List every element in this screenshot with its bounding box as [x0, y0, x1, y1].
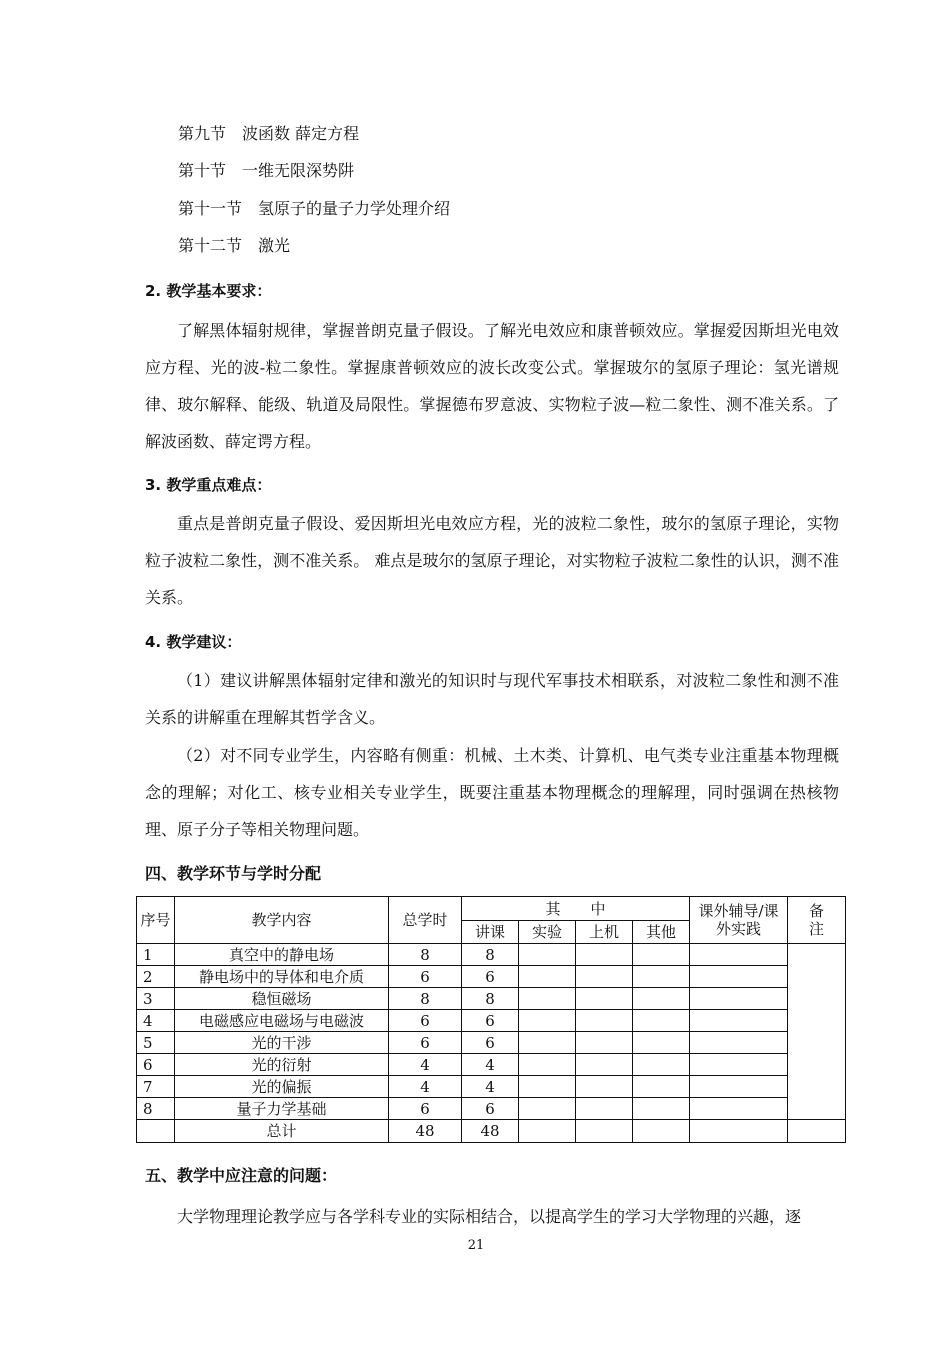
row-computer [576, 1076, 633, 1098]
row-computer [576, 944, 633, 966]
header-note: 备注 [788, 897, 846, 944]
section-line-12: 第十二节 激光 [178, 236, 291, 255]
table-row-total [137, 1120, 846, 1143]
row-content: 光的偏振 [175, 1076, 389, 1098]
row-content: 真空中的静电场 [175, 944, 389, 966]
row-computer [576, 988, 633, 1010]
header-among: 其 中 [462, 897, 690, 921]
header-extracurricular: 课外辅导/课外实践 [690, 897, 788, 944]
row-total: 6 [389, 966, 462, 988]
heading-notes: 五、教学中应注意的问题： [145, 1166, 338, 1185]
row-extra [690, 988, 788, 1010]
header-content: 教学内容 [175, 897, 389, 944]
heading-key-points: 3. 教学重点难点： [145, 476, 272, 494]
total-lab [519, 1120, 576, 1143]
total-note [788, 1120, 846, 1143]
header-total-hours: 总学时 [389, 897, 462, 944]
row-other [633, 966, 690, 988]
row-lab [519, 1054, 576, 1076]
row-content: 光的衍射 [175, 1054, 389, 1076]
section-line-9: 第九节 波函数 薛定方程 [178, 124, 360, 143]
header-other: 其他 [633, 921, 690, 944]
row-total: 4 [389, 1076, 462, 1098]
table-row [137, 1076, 846, 1098]
row-extra [690, 1076, 788, 1098]
total-lecture: 48 [462, 1120, 519, 1143]
hours-table-wrapper [136, 896, 846, 1143]
row-no: 6 [137, 1054, 175, 1076]
row-computer [576, 1098, 633, 1120]
total-no [137, 1120, 175, 1143]
paragraph-key-points: 重点是普朗克量子假设、爱因斯坦光电效应方程，光的波粒二象性，玻尔的氢原子理论，实物粒子波粒二象性，测不准关系。 难点是玻尔的氢原子理论，对实物粒子波粒二象性的认识，测不准关系。 [145, 514, 839, 607]
paragraph-suggestion-2: （2）对不同专业学生，内容略有侧重：机械、土木类、计算机、电气类专业注重基本物理概念的理解；对化工、核专业相关专业学生，既要注重基本物理概念的理解理，同时强调在热核物理、原子分子等相关物理问题。 [145, 746, 839, 839]
row-lecture: 6 [462, 966, 519, 988]
total-other [633, 1120, 690, 1143]
row-computer [576, 1032, 633, 1054]
row-computer [576, 1010, 633, 1032]
header-lab: 实验 [519, 921, 576, 944]
row-lab [519, 1098, 576, 1120]
row-extra [690, 966, 788, 988]
table-row [137, 944, 846, 966]
row-lab [519, 1032, 576, 1054]
row-lecture: 8 [462, 944, 519, 966]
heading-suggestions: 4. 教学建议： [145, 633, 242, 651]
row-lecture: 6 [462, 1098, 519, 1120]
row-content: 稳恒磁场 [175, 988, 389, 1010]
table-row [137, 966, 846, 988]
row-content: 电磁感应电磁场与电磁波 [175, 1010, 389, 1032]
row-lecture: 6 [462, 1010, 519, 1032]
row-lecture: 4 [462, 1054, 519, 1076]
paragraph-basic-requirements: 了解黑体辐射规律，掌握普朗克量子假设。了解光电效应和康普顿效应。掌握爱因斯坦光电效应方程、光的波-粒二象性。掌握康普顿效应的波长改变公式。掌握玻尔的氢原子理论：氢光谱规律、玻尔解释、能级、轨道及局限性。掌握德布罗意波、实物粒子波—粒二象性、测不准关系。了解波函数、薛定谔方程。 [145, 321, 839, 451]
row-other [633, 1098, 690, 1120]
section-line-10: 第十节 一维无限深势阱 [178, 161, 355, 180]
row-total: 6 [389, 1098, 462, 1120]
row-content: 光的干涉 [175, 1032, 389, 1054]
row-content: 量子力学基础 [175, 1098, 389, 1120]
paragraph-notes: 大学物理理论教学应与各学科专业的实际相结合，以提高学生的学习大学物理的兴趣，逐 [177, 1207, 802, 1226]
total-computer [576, 1120, 633, 1143]
row-total: 6 [389, 1032, 462, 1054]
total-label: 总计 [175, 1120, 389, 1143]
row-computer [576, 966, 633, 988]
row-total: 8 [389, 988, 462, 1010]
table-row [137, 1054, 846, 1076]
heading-hours-allocation: 四、教学环节与学时分配 [145, 864, 322, 883]
row-no: 4 [137, 1010, 175, 1032]
row-extra [690, 1098, 788, 1120]
table-row [137, 1010, 846, 1032]
row-extra [690, 1032, 788, 1054]
row-lab [519, 944, 576, 966]
heading-basic-requirements: 2. 教学基本要求： [145, 282, 272, 300]
row-extra [690, 944, 788, 966]
row-lab [519, 1076, 576, 1098]
row-lab [519, 988, 576, 1010]
row-other [633, 1054, 690, 1076]
row-lab [519, 966, 576, 988]
row-lecture: 8 [462, 988, 519, 1010]
row-content: 静电场中的导体和电介质 [175, 966, 389, 988]
header-computer: 上机 [576, 921, 633, 944]
paragraph-suggestion-1: （1）建议讲解黑体辐射定律和激光的知识时与现代军事技术相联系，对波粒二象性和测不准关系的讲解重在理解其哲学含义。 [145, 671, 839, 727]
row-other [633, 1076, 690, 1098]
row-other [633, 944, 690, 966]
section-line-11: 第十一节 氢原子的量子力学处理介绍 [178, 199, 451, 218]
table-row [137, 1098, 846, 1120]
row-other [633, 1010, 690, 1032]
row-extra [690, 1054, 788, 1076]
row-no: 7 [137, 1076, 175, 1098]
note-cell [788, 944, 846, 1120]
row-other [633, 1032, 690, 1054]
table-row [137, 988, 846, 1010]
row-no: 3 [137, 988, 175, 1010]
header-no: 序号 [137, 897, 175, 944]
row-other [633, 988, 690, 1010]
row-total: 6 [389, 1010, 462, 1032]
row-total: 8 [389, 944, 462, 966]
row-no: 1 [137, 944, 175, 966]
row-no: 2 [137, 966, 175, 988]
table-row [137, 1032, 846, 1054]
hours-table [136, 896, 846, 1143]
row-no: 5 [137, 1032, 175, 1054]
page-number: 21 [467, 1238, 485, 1253]
row-extra [690, 1010, 788, 1032]
total-extra [690, 1120, 788, 1143]
row-lecture: 6 [462, 1032, 519, 1054]
row-lecture: 4 [462, 1076, 519, 1098]
total-hours: 48 [389, 1120, 462, 1143]
row-total: 4 [389, 1054, 462, 1076]
row-lab [519, 1010, 576, 1032]
row-computer [576, 1054, 633, 1076]
row-no: 8 [137, 1098, 175, 1120]
header-lecture: 讲课 [462, 921, 519, 944]
